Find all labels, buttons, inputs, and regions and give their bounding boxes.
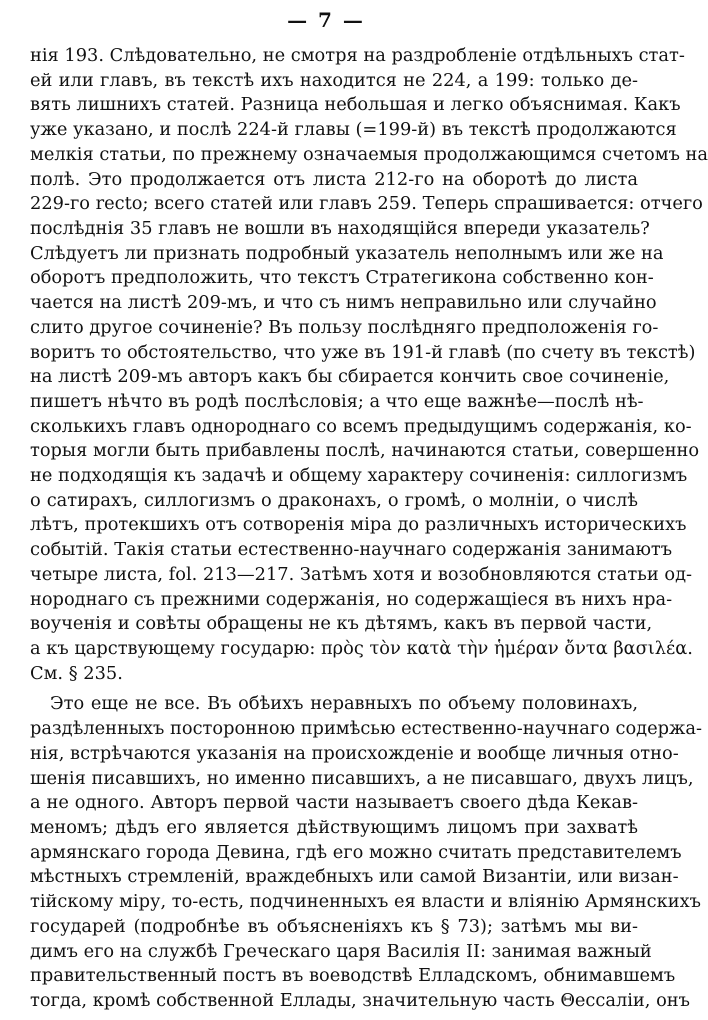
text-line: государей (подробнѣе въ объясненіяхъ къ § 73); затѣмъ мы ви-	[30, 915, 638, 937]
text-line: армянскаго города Девина, гдѣ его можно считать представителемъ	[30, 841, 682, 863]
text-line: полѣ. Это продолжается отъ листа 212-го на оборотѣ до листа	[30, 168, 638, 190]
text-line: а не одного. Авторъ первой части называетъ своего дѣда Кекав-	[30, 792, 638, 814]
text-line: воритъ то обстоятельство, что уже въ 191-й главѣ (по счету въ текстѣ)	[30, 341, 696, 363]
text-line: ей или главъ, въ текстѣ ихъ находится не 224, а 199: только де-	[30, 69, 638, 91]
text-line: четыре листа, fol. 213—217. Затѣмъ хотя и возобновляются статьи од-	[30, 563, 693, 585]
text-line: на листѣ 209-мъ авторъ какъ бы сбирается кончить свое сочиненіе,	[30, 366, 670, 388]
text-line: См. § 235.	[30, 662, 123, 684]
text-line: нія, встрѣчаются указанія на происхожденіе и вообще личныя отно-	[30, 742, 679, 764]
text-line: шенія писавшихъ, но именно писавшихъ, а не писавшаго, двухъ лицъ,	[30, 767, 694, 789]
text-line: лѣтъ, протекшихъ отъ сотворенія міра до различныхъ историческихъ	[30, 514, 687, 536]
text-line: о сатирахъ, силлогизмъ о драконахъ, о громѣ, о молніи, о числѣ	[30, 489, 638, 511]
text-line: уже указано, и послѣ 224-й главы (=199-й) въ текстѣ продолжаются	[30, 119, 677, 141]
text-line: воученія и совѣты обращены не къ дѣтямъ, какъ въ первой части,	[30, 613, 653, 635]
text-line: Это еще не все. Въ обѣихъ неравныхъ по объему половинахъ,	[50, 693, 638, 715]
text-line: тійскому міру, то-есть, подчиненныхъ ея власти и вліянію Армянскихъ	[30, 891, 701, 913]
text-line: не подходящія къ задачѣ и общему характеру сочиненія: силлогизмъ	[30, 465, 688, 487]
text-line: торыя могли быть прибавлены послѣ, начинаются статьи, совершенно	[30, 440, 700, 462]
text-line: правительственный постъ въ воеводствѣ Елладскомъ, обнимавшемъ	[30, 965, 676, 987]
text-line: тогда, кромѣ собственной Еллады, значительную часть Θессаліи, онъ	[30, 989, 690, 1011]
text-line: мелкія статьи, по прежнему означаемыя продолжающимся счетомъ на	[30, 143, 708, 165]
text-line: нія 193. Слѣдовательно, не смотря на раздробленіе отдѣльныхъ стат-	[30, 45, 685, 66]
text-line: сколькихъ главъ однороднаго со всемъ предыдущимъ содержанія, ко-	[30, 415, 692, 437]
text-line: событій. Такія статьи естественно-научнаго содержанія занимаютъ	[30, 539, 673, 561]
text-line: пишетъ нѣчто въ родѣ послѣсловія; а что еще важнѣе—послѣ нѣ-	[30, 390, 644, 412]
text-line: Слѣдуетъ ли признать подробный указатель неполнымъ или же на	[30, 242, 664, 264]
text-line: димъ его на службѣ Греческаго царя Василія II: занимая важный	[30, 940, 652, 962]
text-line: послѣднія 35 главъ не вошли въ находящійся впереди указатель?	[30, 217, 650, 239]
text-line: чается на листѣ 209-мъ, и что съ нимъ неправильно или случайно	[30, 292, 657, 314]
page-number: — 7 —	[287, 8, 365, 32]
text-line: меномъ; дѣдъ его является дѣйствующимъ лицомъ при захватѣ	[30, 817, 638, 838]
text-line: 229-го recto; всего статей или главъ 259. Теперь спрашивается: отчего	[30, 193, 703, 215]
text-line: слито другое сочиненіе? Въ пользу послѣдняго предположенія го-	[30, 316, 659, 338]
text-line: раздѣленныхъ посторонною примѣсью естественно-научнаго содержа-	[30, 718, 702, 740]
text-line: мѣстныхъ стремленій, враждебныхъ или самой Византіи, или визан-	[30, 866, 679, 888]
text-line: вять лишнихъ статей. Разница небольшая и легко объяснимая. Какъ	[30, 94, 681, 116]
text-line: оборотъ предположить, что текстъ Стратегикона собственно кон-	[30, 267, 654, 289]
text-line: а къ царствующему государю: πρὸς τὸν κατὰ τὴν ἡμέραν ὄντα βασιλέα.	[30, 638, 693, 660]
text-line: нороднаго съ прежними содержанія, но содержащіеся въ нихъ нра-	[30, 588, 673, 610]
